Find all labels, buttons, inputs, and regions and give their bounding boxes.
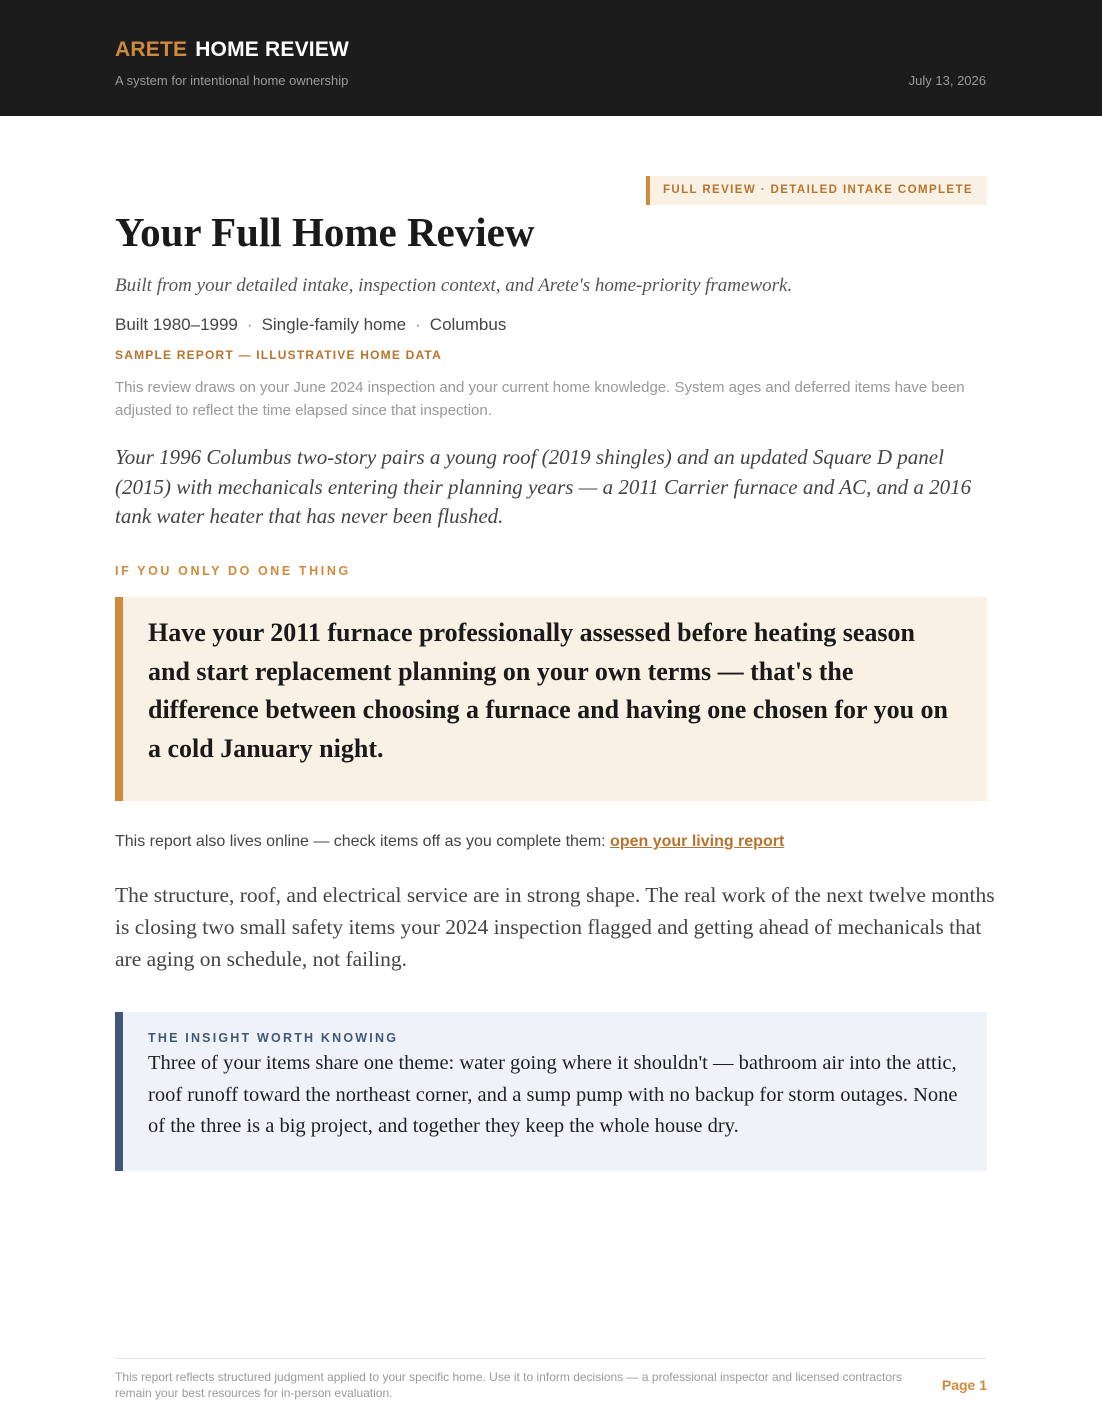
meta-type: Single-family home: [261, 315, 407, 334]
sample-report-label: SAMPLE REPORT — ILLUSTRATIVE HOME DATA: [115, 348, 442, 362]
report-date: July 13, 2026: [908, 73, 986, 88]
footer-disclaimer: This report reflects structured judgment applied to your specific home. Use it to inform decisions — a professional inspector and licensed contractors remain your best resources for in-person evaluation.: [115, 1370, 903, 1400]
one-thing-callout: Have your 2011 furnace professionally assessed before heating season and start replacement planning on your own terms — that's the difference between choosing a furnace and having one chosen for you on a cold January night.: [115, 597, 987, 801]
brand-primary: ARETE: [115, 38, 188, 61]
page-title: Your Full Home Review: [115, 209, 535, 255]
brand-logo: [115, 38, 349, 62]
page-header: [0, 0, 1102, 116]
page-subtitle: Built from your detailed intake, inspection context, and Arete's home-priority framework.: [115, 275, 793, 296]
brand-tagline: A system for intentional home ownership: [115, 73, 349, 88]
overview-paragraph: The structure, roof, and electrical service are in strong shape. The real work of the next twelve months is closing two small safety items your 2024 inspection flagged and getting ahead of mechanicals that are aging on schedule, not failing.: [115, 883, 995, 971]
meta-separator: ·: [415, 315, 421, 334]
insight-callout: [115, 1012, 987, 1171]
review-status-badge: FULL REVIEW · DETAILED INTAKE COMPLETE: [646, 176, 987, 205]
page-number: Page 1: [941, 1377, 987, 1393]
home-meta: [115, 315, 506, 335]
home-summary: Your 1996 Columbus two-story pairs a young roof (2019 shingles) and an updated Square D panel (2015) with mechanicals entering their planning years — a 2011 Carrier furnace and AC, and a 2016 tank water heater that has never been flushed.: [115, 445, 972, 528]
brand-secondary: HOME REVIEW: [195, 38, 350, 61]
online-report-text: This report also lives online — check items off as you complete them:: [115, 833, 606, 850]
meta-built: Built 1980–1999: [115, 315, 238, 334]
insight-label: THE INSIGHT WORTH KNOWING: [148, 1031, 399, 1045]
footer-divider: [115, 1358, 987, 1359]
living-report-link[interactable]: open your living report: [610, 833, 785, 850]
one-thing-label: IF YOU ONLY DO ONE THING: [115, 564, 351, 578]
insight-text: Three of your items share one theme: water going where it shouldn't — bathroom air into the attic, roof runoff toward the northeast corner, and a sump pump with no backup for storm outages. None of the three is a big project, and together they keep the whole house dry.: [148, 1052, 958, 1137]
meta-city: Columbus: [429, 315, 507, 334]
online-report-line: [115, 833, 784, 851]
context-note: This review draws on your June 2024 inspection and your current home knowledge. System ages and deferred items have been adjusted to reflect the time elapsed since that inspection.: [115, 379, 965, 419]
meta-separator: ·: [246, 315, 253, 334]
